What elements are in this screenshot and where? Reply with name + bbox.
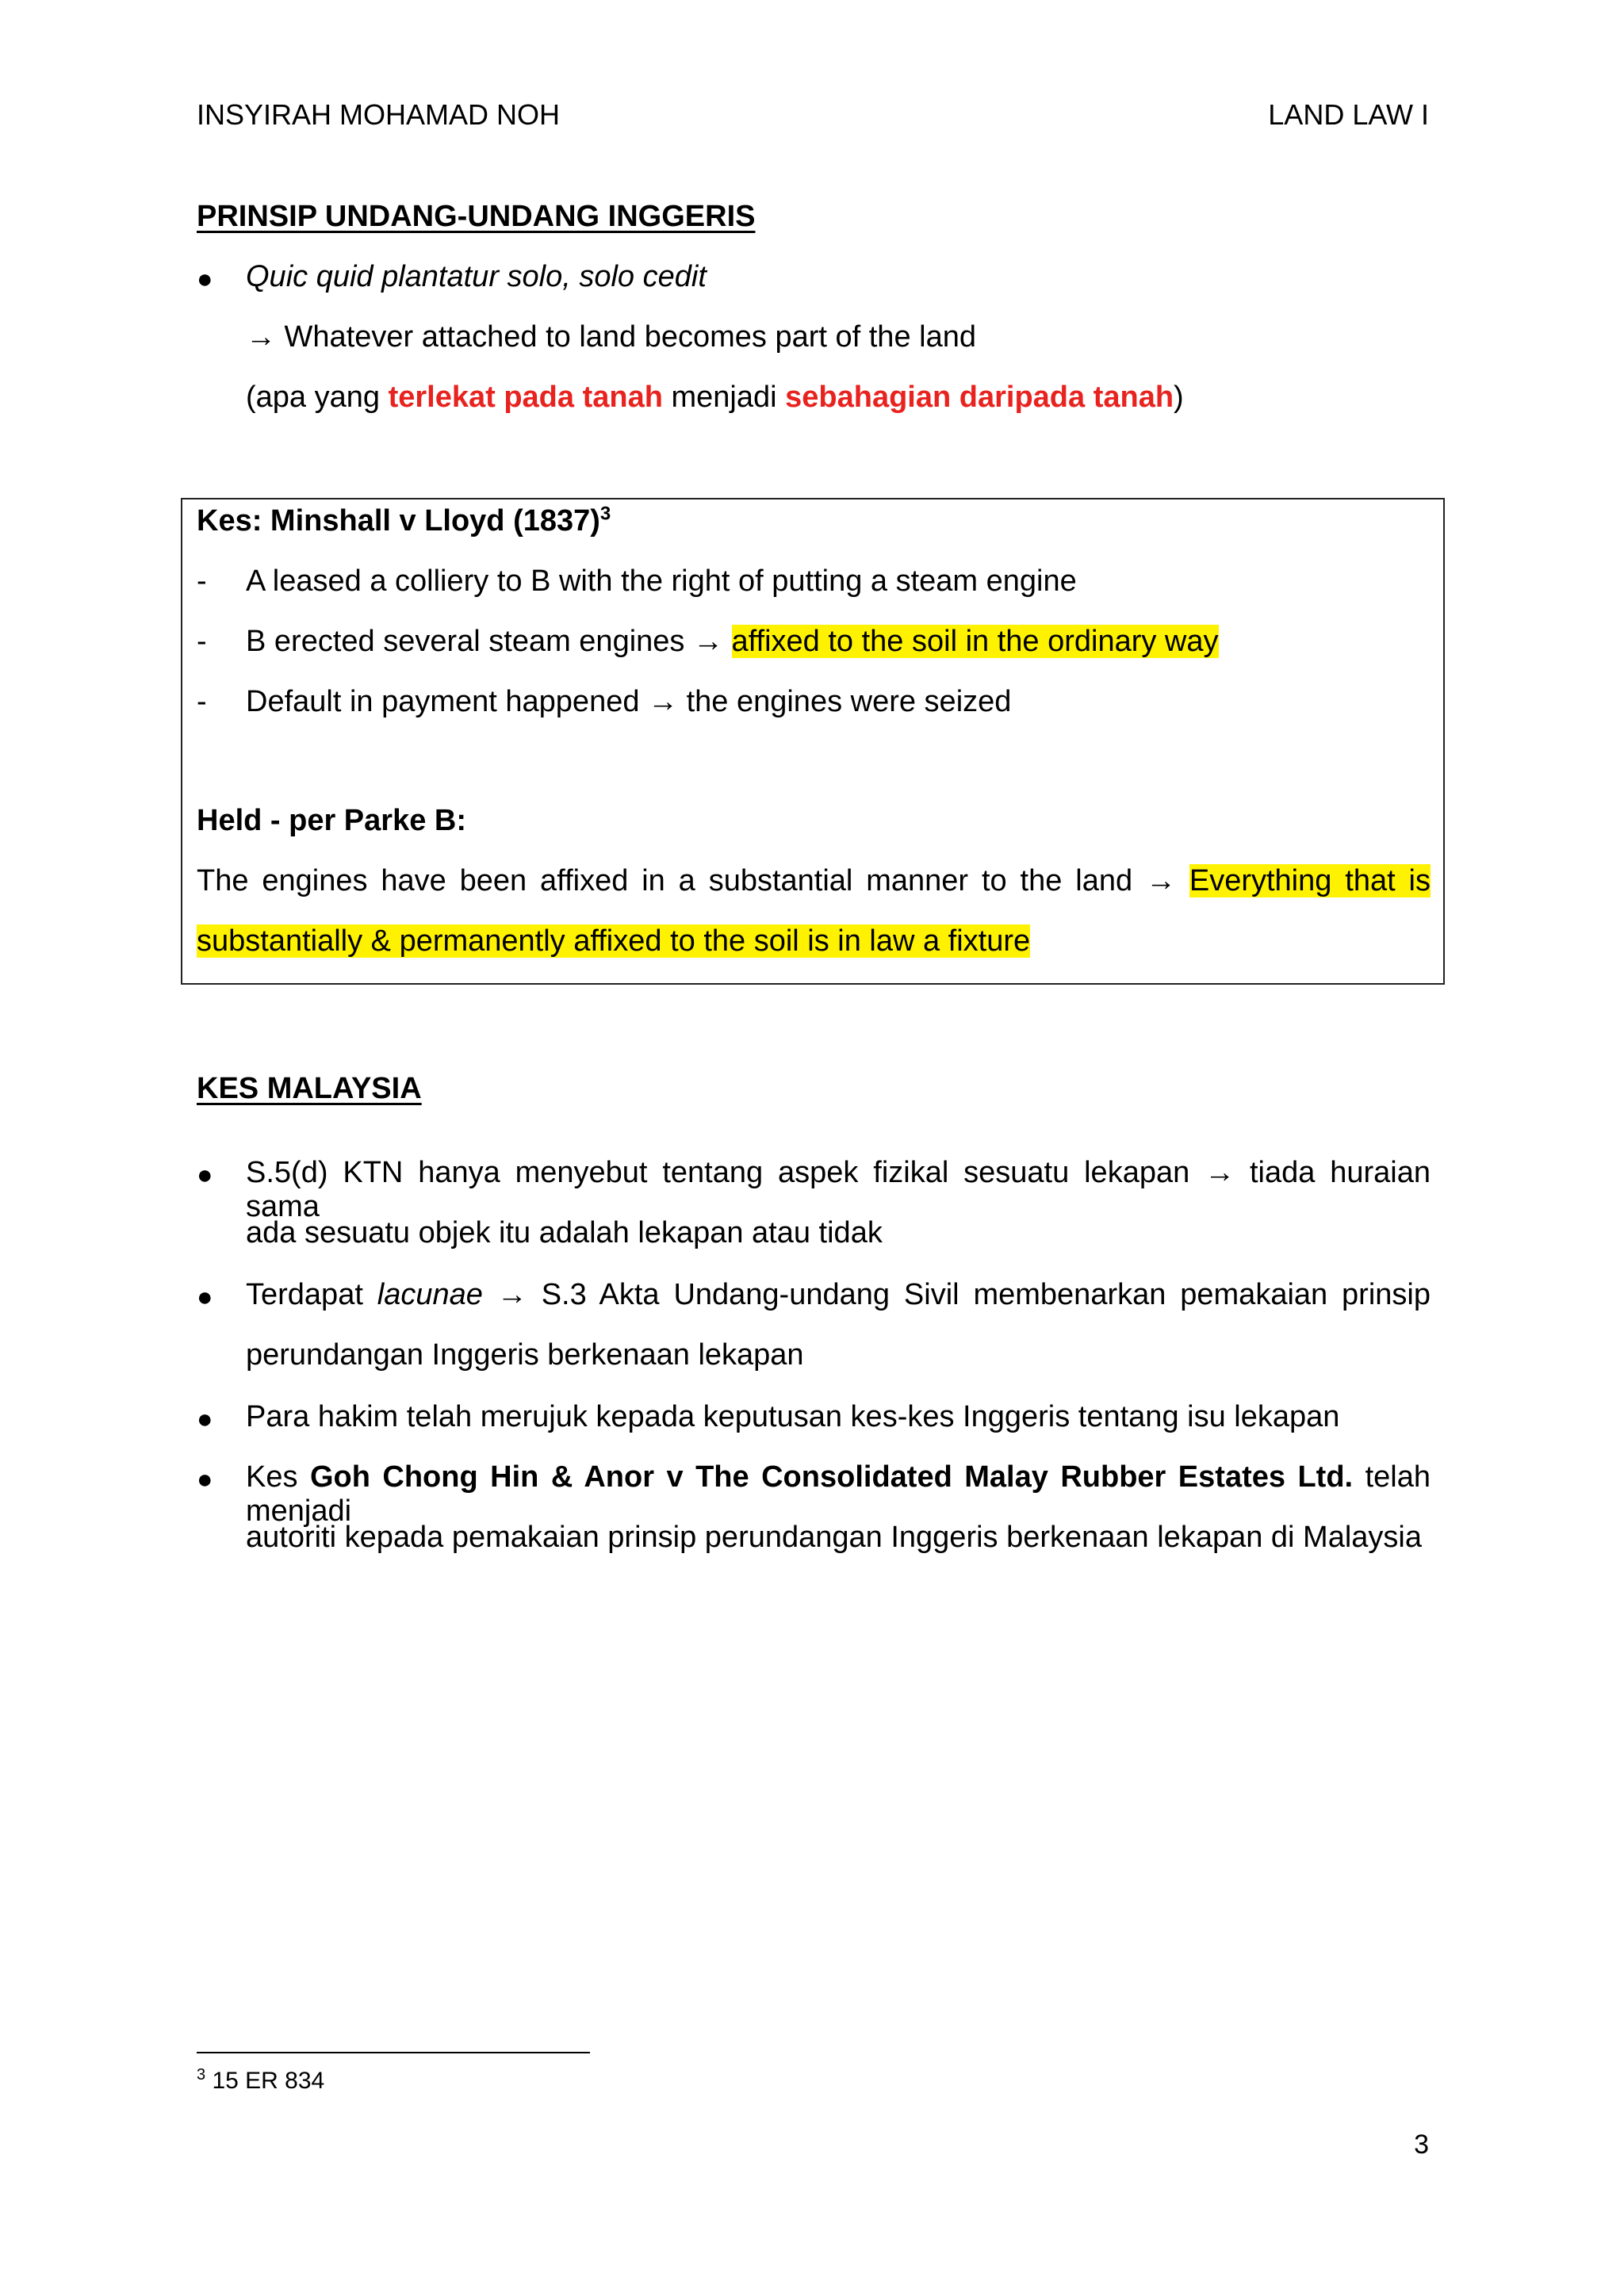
maxim-text: Quic quid plantatur solo, solo cedit xyxy=(246,260,707,293)
held-line-1: The engines have been affixed in a substantial manner to the land → Everything that is xyxy=(197,864,1431,897)
footnote-ref: 3 xyxy=(599,503,611,525)
section-heading-english-principle: PRINSIP UNDANG-UNDANG INGGERIS xyxy=(197,200,756,233)
bullet-dot: ● xyxy=(197,1282,213,1312)
malaysia-bullet-4-line-1: Kes Goh Chong Hin & Anor v The Consolidated Malay Rubber Estates Ltd. telah menjadi xyxy=(246,1460,1431,1528)
page-number: 3 xyxy=(1414,2130,1429,2160)
case-item-dash: - xyxy=(197,564,207,598)
highlight: substantially & permanently affixed to the soil is in law a fixture xyxy=(197,924,1031,958)
held-line-2 xyxy=(197,924,1030,959)
bullet-dot: ● xyxy=(197,264,213,294)
case-item-3: Default in payment happened → the engines were seized xyxy=(246,685,1012,718)
bullet-dot: ● xyxy=(197,1404,213,1434)
section-heading-malaysia: KES MALAYSIA xyxy=(197,1072,422,1105)
bullet-dot: ● xyxy=(197,1464,213,1494)
header-course: LAND LAW I xyxy=(1268,98,1429,131)
malaysia-bullet-1-line-1: S.5(d) KTN hanya menyebut tentang aspek fizikal sesuatu lekapan → tiada huraian sama xyxy=(246,1156,1431,1223)
malaysia-bullet-4-line-2: autoriti kepada pemakaian prinsip perundangan Inggeris berkenaan lekapan di Malaysia xyxy=(246,1521,1422,1554)
case-item-1: A leased a colliery to B with the right of putting a steam engine xyxy=(246,564,1077,598)
malaysia-bullet-1-line-2: ada sesuatu objek itu adalah lekapan atau tidak xyxy=(246,1216,883,1249)
highlight: Everything that is xyxy=(1189,864,1431,897)
bullet-dot: ● xyxy=(197,1160,213,1190)
case-item-dash: - xyxy=(197,625,207,658)
held-label: Held - per Parke B: xyxy=(197,804,466,837)
highlight: affixed to the soil in the ordinary way xyxy=(731,625,1219,658)
header-author: INSYIRAH MOHAMAD NOH xyxy=(197,98,561,131)
footnote-rule xyxy=(197,2052,590,2053)
footnote: $^3$ 15 ER 834 xyxy=(197,2066,325,2094)
malaysia-bullet-2-line-1: Terdapat lacunae → S.3 Akta Undang-undang Sivil membenarkan pemakaian prinsip xyxy=(246,1278,1431,1311)
maxim-translation-ms: (apa yang terlekat pada tanah menjadi sebahagian daripada tanah) xyxy=(246,381,1184,414)
case-item-dash: - xyxy=(197,685,207,718)
malaysia-bullet-3: Para hakim telah merujuk kepada keputusan kes-kes Inggeris tentang isu lekapan xyxy=(246,1400,1340,1433)
malaysia-bullet-2-line-2: perundangan Inggeris berkenaan lekapan xyxy=(246,1338,804,1372)
case-item-2: B erected several steam engines → affixed to the soil in the ordinary way xyxy=(246,625,1219,658)
maxim-translation-en: → Whatever attached to land becomes part of the land xyxy=(246,320,976,354)
case-title: Kes: Minshall v Lloyd $(1837)^3$ xyxy=(197,503,611,538)
